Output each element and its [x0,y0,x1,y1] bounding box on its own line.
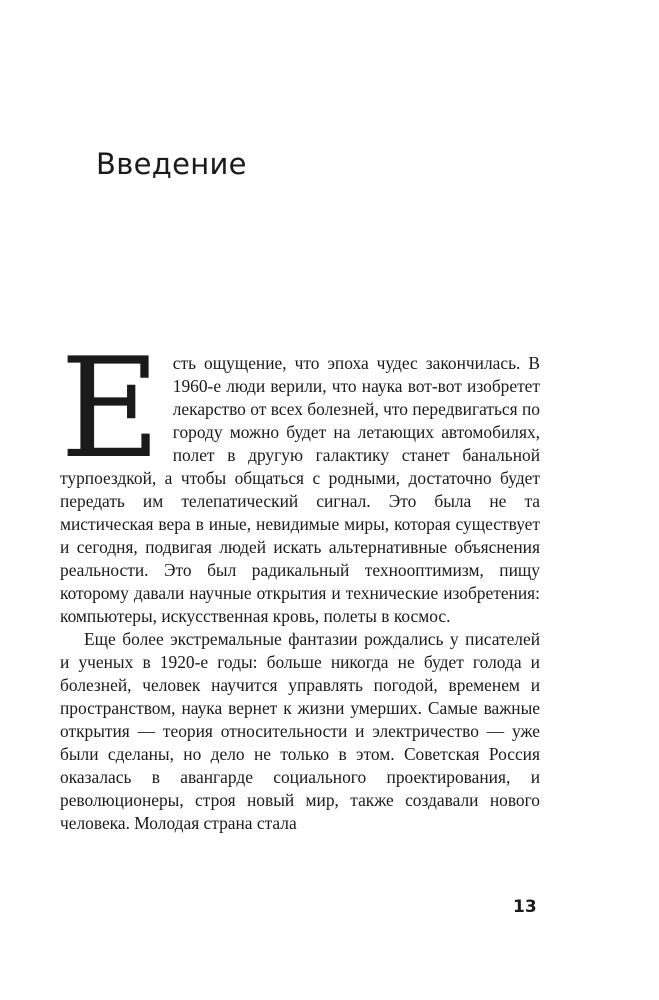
paragraph-2: Еще более экстремальные фантазии рождались у писателей и ученых в 1920-е годы: больше никогда не будет голода и болезней, человек научится управлять погодой, временем и пространством, наука вернет к жизни умерших. Самые важные открытия — теория относительности и электричество — уже были сделаны, но дело не только в этом. Советская Россия оказалась в авангарде социального проектирования, и революционеры, строя новый мир, также создавали нового человека. Молодая страна стала [60,629,540,833]
paragraph-1-text: сть ощущение, что эпоха чудес закончилась. В 1960-е люди верили, что наука вот-вот изобретет лекарство от всех болезней, что передвигаться по городу можно будет на летающих автомобилях, полет в другую галактику станет банальной турпоездкой, а чтобы общаться с родными, достаточно будет передать им телепатический сигнал. Это была не та мистическая вера в иные, невидимые миры, которая существует и сегодня, подвигая людей искать альтернативные объяснения реальности. Это был радикальный технооптимизм, пищу которому давали научные открытия и технические изобретения: компьютеры, искусственная кровь, полеты в космос. [60,353,540,626]
paragraph-1 [60,328,540,628]
chapter-title: Введение [96,147,247,181]
body-text [60,328,540,835]
drop-cap: Е [60,328,161,489]
page-number: 13 [513,897,537,917]
